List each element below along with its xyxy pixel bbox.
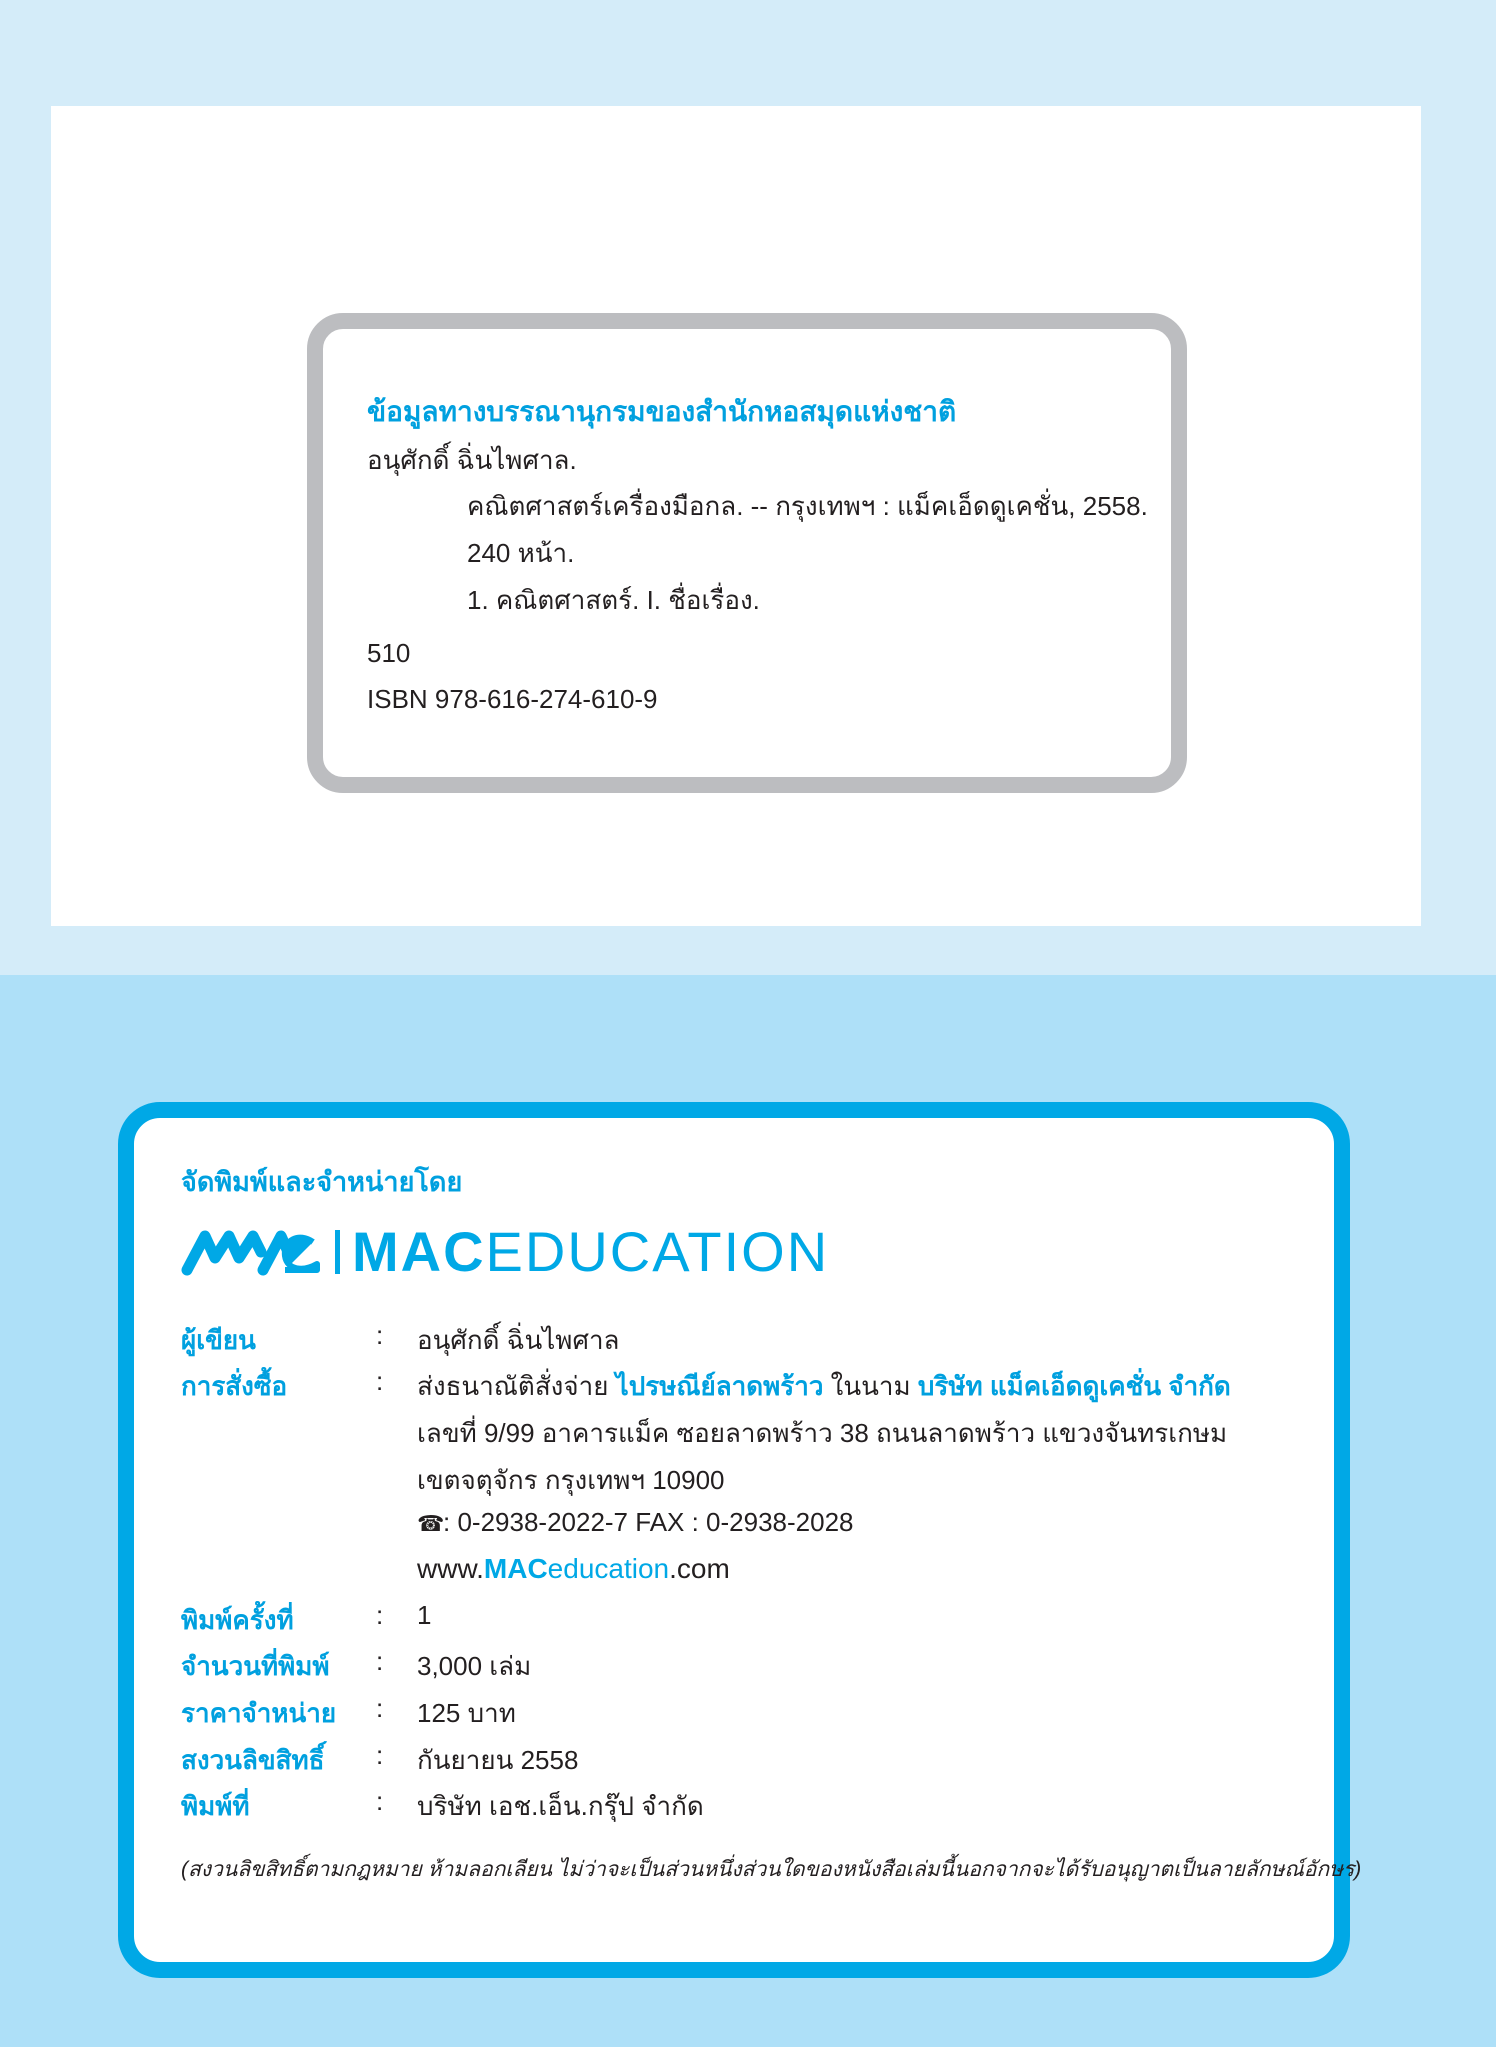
logo-wordmark [352, 1222, 829, 1282]
price-colon: : [376, 1693, 384, 1723]
cip-frame [307, 313, 1187, 793]
print-run-colon: : [376, 1646, 384, 1676]
author-value: อนุศักดิ์ ฉิ่นไพศาล [417, 1325, 620, 1355]
website-education: education [547, 1553, 670, 1584]
logo-wordmark-bold: MAC [352, 1220, 486, 1283]
order-website[interactable] [417, 1553, 730, 1585]
cip-author: อนุศักดิ์ ฉิ่นไพศาล. [367, 445, 577, 475]
price-value: 125 บาท [417, 1698, 516, 1728]
copyright-colon: : [376, 1740, 384, 1770]
edition-value: 1 [417, 1600, 432, 1630]
order-address1: เลขที่ 9/99 อาคารแม็ค ซอยลาดพร้าว 38 ถนนลาดพร้าว แขวงจันทรเกษม [417, 1418, 1228, 1448]
author-colon: : [376, 1320, 384, 1350]
cip-heading: ข้อมูลทางบรรณานุกรมของสำนักหอสมุดแห่งชาติ [367, 396, 957, 427]
author-label: ผู้เขียน [181, 1325, 256, 1355]
printer-label: พิมพ์ที่ [181, 1791, 250, 1821]
cip-subject: 1. คณิตศาสตร์. I. ชื่อเรื่อง. [467, 585, 760, 615]
edition-colon: : [376, 1600, 384, 1630]
copyright-label: สงวนลิขสิทธิ์ [181, 1745, 325, 1775]
order-line1-pre: ส่งธนาณัติสั่งจ่าย [417, 1371, 616, 1401]
mac-education-logo [181, 1222, 829, 1282]
logo-divider [335, 1230, 340, 1274]
mac-logo-icon [181, 1228, 323, 1276]
printer-value: บริษัท เอช.เอ็น.กรุ๊ป จำกัด [417, 1791, 704, 1821]
cip-class-number: 510 [367, 638, 411, 668]
print-run-label: จำนวนที่พิมพ์ [181, 1651, 330, 1681]
website-prefix: www. [417, 1553, 484, 1584]
print-run-value: 3,000 เล่ม [417, 1651, 532, 1681]
printer-colon: : [376, 1786, 384, 1816]
order-line1 [417, 1366, 1231, 1407]
edition-label: พิมพ์ครั้งที่ [181, 1605, 294, 1635]
order-line1-mid: ในนาม [823, 1371, 918, 1401]
publisher-heading: จัดพิมพ์และจำหน่ายโดย [181, 1167, 463, 1197]
copyright-disclaimer: (สงวนลิขสิทธิ์ตามกฎหมาย ห้ามลอกเลียน ไม่ว่าจะเป็นส่วนหนึ่งส่วนใดของหนังสือเล่มนี้นอกจากจะได้รับอนุญาตเป็นลายลักษณ์อักษร) [181, 1858, 1362, 1881]
order-phone-text: : 0-2938-2022-7 FAX : 0-2938-2028 [443, 1507, 854, 1537]
cip-title-line: คณิตศาสตร์เครื่องมือกล. -- กรุงเทพฯ : แม็คเอ็ดดูเคชั่น, 2558. [467, 491, 1148, 521]
website-mac: MAC [483, 1553, 548, 1584]
telephone-icon: ☎ [417, 1511, 445, 1536]
price-label: ราคาจำหน่าย [181, 1698, 337, 1728]
order-post-office: ไปรษณีย์ลาดพร้าว [615, 1371, 824, 1401]
logo-wordmark-thin: EDUCATION [485, 1220, 830, 1283]
order-colon: : [376, 1366, 384, 1396]
website-suffix: .com [669, 1553, 730, 1584]
order-address2: เขตจตุจักร กรุงเทพฯ 10900 [417, 1465, 725, 1495]
cip-isbn: ISBN 978-616-274-610-9 [367, 684, 658, 714]
cip-pages: 240 หน้า. [467, 538, 575, 568]
order-company: บริษัท แม็คเอ็ดดูเคชั่น จำกัด [917, 1371, 1231, 1401]
order-label: การสั่งซื้อ [181, 1371, 288, 1401]
order-phone [417, 1507, 854, 1538]
copyright-value: กันยายน 2558 [417, 1745, 579, 1775]
